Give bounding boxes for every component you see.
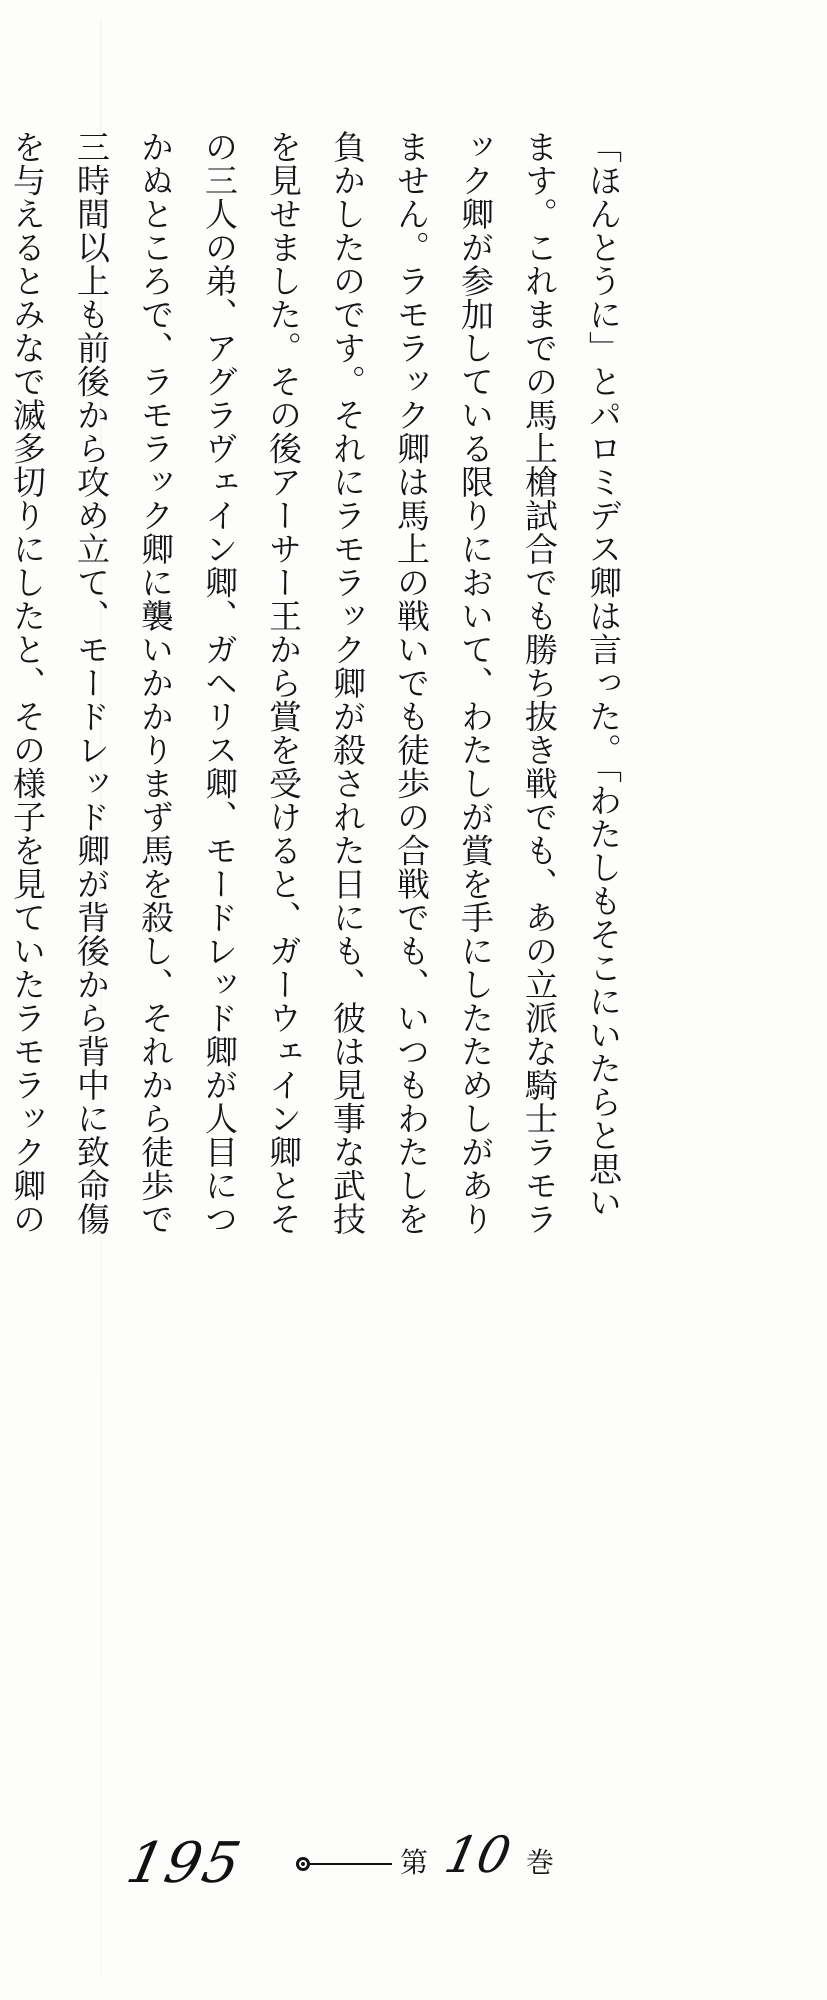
volume-prefix: 第 [400,1846,429,1879]
page-number: 195 [121,1831,248,1896]
bullet-icon [296,1857,310,1871]
volume-suffix: 巻 [526,1846,555,1879]
page-footer [121,1826,588,1896]
volume-number: 10 [439,1826,516,1884]
footer-rule [310,1863,392,1865]
vertical-text-body [8,130,763,1790]
paragraph-1: 「ほんとうに」とパロミデス卿は言った。「わたしもそこにいたらと思い ます。これまでの馬上槍試合でも勝ち抜き戦でも、あの立派な騎士ラモラ ック卿が参加している限りにおいて、わたしが賞を手にしたためしがあり ません。ラモラック卿は馬上の戦いでも徒歩の合戦でも、いつもわたしを 負かしたのです。それにラモラック卿が殺された日にも、彼は見事な武技 を見せました。その後アーサー王から賞を受けると、ガーウェイン卿とそ の三人の弟、アグラヴェイン卿、ガヘリス卿、モードレッド卿が人目につ かぬところで、ラモラック卿に襲いかかりまず馬を殺し、それから徒歩で 三時間以上も前後から攻め立て、モードレッド卿が背後から背中に致命傷 を与えるとみなで滅多切りにしたと、その様子を見ていたラモラック卿の [8,130,623,1236]
